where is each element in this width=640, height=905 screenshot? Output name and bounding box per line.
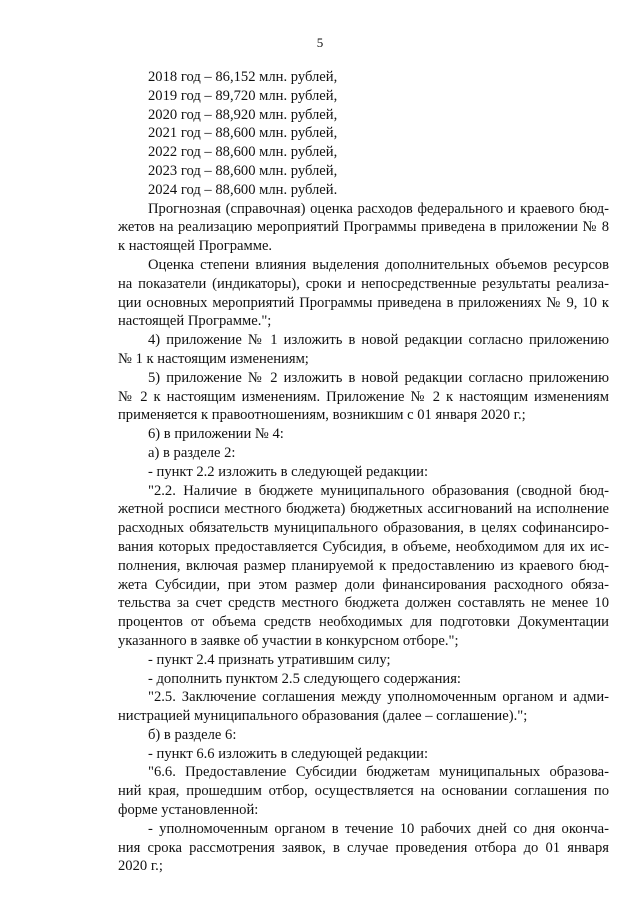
budget-line-2022: 2022 год – 88,600 млн. рублей, <box>148 144 338 161</box>
section-a-heading: а) в разделе 2: <box>148 444 236 461</box>
clause-6-6-line: "6.6. Предоставление Субсидии бюджетам муниципальных образова- <box>148 764 609 781</box>
point-2-4-instruction: - пункт 2.4 признать утратившим силу; <box>148 651 391 668</box>
budget-line-2020: 2020 год – 88,920 млн. рублей, <box>148 106 338 123</box>
clause-2-5-line: "2.5. Заключение соглашения между уполномоченным органом и адми- <box>148 689 609 706</box>
impact-paragraph-line: на показатели (индикаторы), сроки и непосредственные результаты реализа- <box>118 275 609 292</box>
clause-2-2-line: тельства за счет средств местного бюджета должен составлять не менее 10 <box>118 595 609 612</box>
impact-paragraph-line: Оценка степени влияния выделения дополнительных объемов ресурсов <box>148 256 609 273</box>
budget-line-2019: 2019 год – 89,720 млн. рублей, <box>148 87 338 104</box>
document-body <box>118 68 609 876</box>
point-2-5-instruction: - дополнить пунктом 2.5 следующего содержания: <box>148 670 461 687</box>
budget-line-2021: 2021 год – 88,600 млн. рублей, <box>148 125 338 142</box>
authority-deadline-line: 2020 г.; <box>118 858 163 875</box>
authority-deadline-line: ния срока рассмотрения заявок, в случае проведения отбора до 01 января <box>118 839 609 856</box>
clause-2-5-line: нистрацией муниципального образования (далее – соглашение)."; <box>118 708 528 725</box>
budget-line-2018: 2018 год – 86,152 млн. рублей, <box>148 69 338 85</box>
forecast-paragraph-line: Прогнозная (справочная) оценка расходов федерального и краевого бюд- <box>148 200 609 217</box>
clause-2-2-line: жета Субсидии, при этом размер доли финансирования расходного обяза- <box>118 576 609 593</box>
item-4-line: № 1 к настоящим изменениям; <box>118 350 309 367</box>
point-6-6-instruction: - пункт 6.6 изложить в следующей редакции: <box>148 745 429 762</box>
impact-paragraph-line: настоящей Программе."; <box>118 313 272 330</box>
forecast-paragraph-line: жетов на реализацию мероприятий Программы приведена в приложении № 8 <box>118 219 609 236</box>
item-5-line: 5) приложение № 2 изложить в новой редакции согласно приложению <box>148 369 609 386</box>
forecast-paragraph-line: к настоящей Программе. <box>118 238 273 255</box>
item-4-line: 4) приложение № 1 изложить в новой редакции согласно приложению <box>148 332 609 349</box>
clause-2-2-line: вания которых предоставляется Субсидия, в объеме, необходимом для их ис- <box>118 538 609 555</box>
clause-2-2-line: жетной росписи местного бюджета) бюджетных ассигнований на исполнение <box>118 501 609 518</box>
budget-line-2024: 2024 год – 88,600 млн. рублей. <box>148 181 338 198</box>
item-6-heading: 6) в приложении № 4: <box>148 426 284 443</box>
impact-paragraph-line: ции основных мероприятий Программы приведена в приложениях № 9, 10 к <box>118 294 609 311</box>
authority-deadline-line: - уполномоченным органом в течение 10 рабочих дней со дня оконча- <box>148 820 609 837</box>
clause-6-6-line: ний края, прошедшим отбор, осуществляется на основании соглашения по <box>118 783 609 800</box>
clause-2-2-line: полнения, включая размер планируемой к предоставлению из краевого бюд- <box>118 557 609 574</box>
budget-line-2023: 2023 год – 88,600 млн. рублей, <box>148 162 338 179</box>
clause-2-2-line: указанного в заявке об участии в конкурсном отборе."; <box>118 632 459 649</box>
clause-2-2-line: "2.2. Наличие в бюджете муниципального образования (сводной бюд- <box>148 482 609 499</box>
point-2-2-instruction: - пункт 2.2 изложить в следующей редакции: <box>148 463 429 480</box>
clause-2-2-line: процентов от объема средств необходимых для подготовки Документации <box>118 614 609 631</box>
section-b-heading: б) в разделе 6: <box>148 726 237 743</box>
page-number: 5 <box>316 35 324 50</box>
item-5-line: № 2 к настоящим изменениям. Приложение № 2 к настоящим изменениям <box>118 388 609 405</box>
clause-2-2-line: расходных обязательств муниципального образования, в целях софинансиро- <box>118 520 609 537</box>
clause-6-6-line: форме установленной: <box>118 802 259 819</box>
item-5-line: применяется к правоотношениям, возникшим с 01 января 2020 г.; <box>118 407 526 424</box>
